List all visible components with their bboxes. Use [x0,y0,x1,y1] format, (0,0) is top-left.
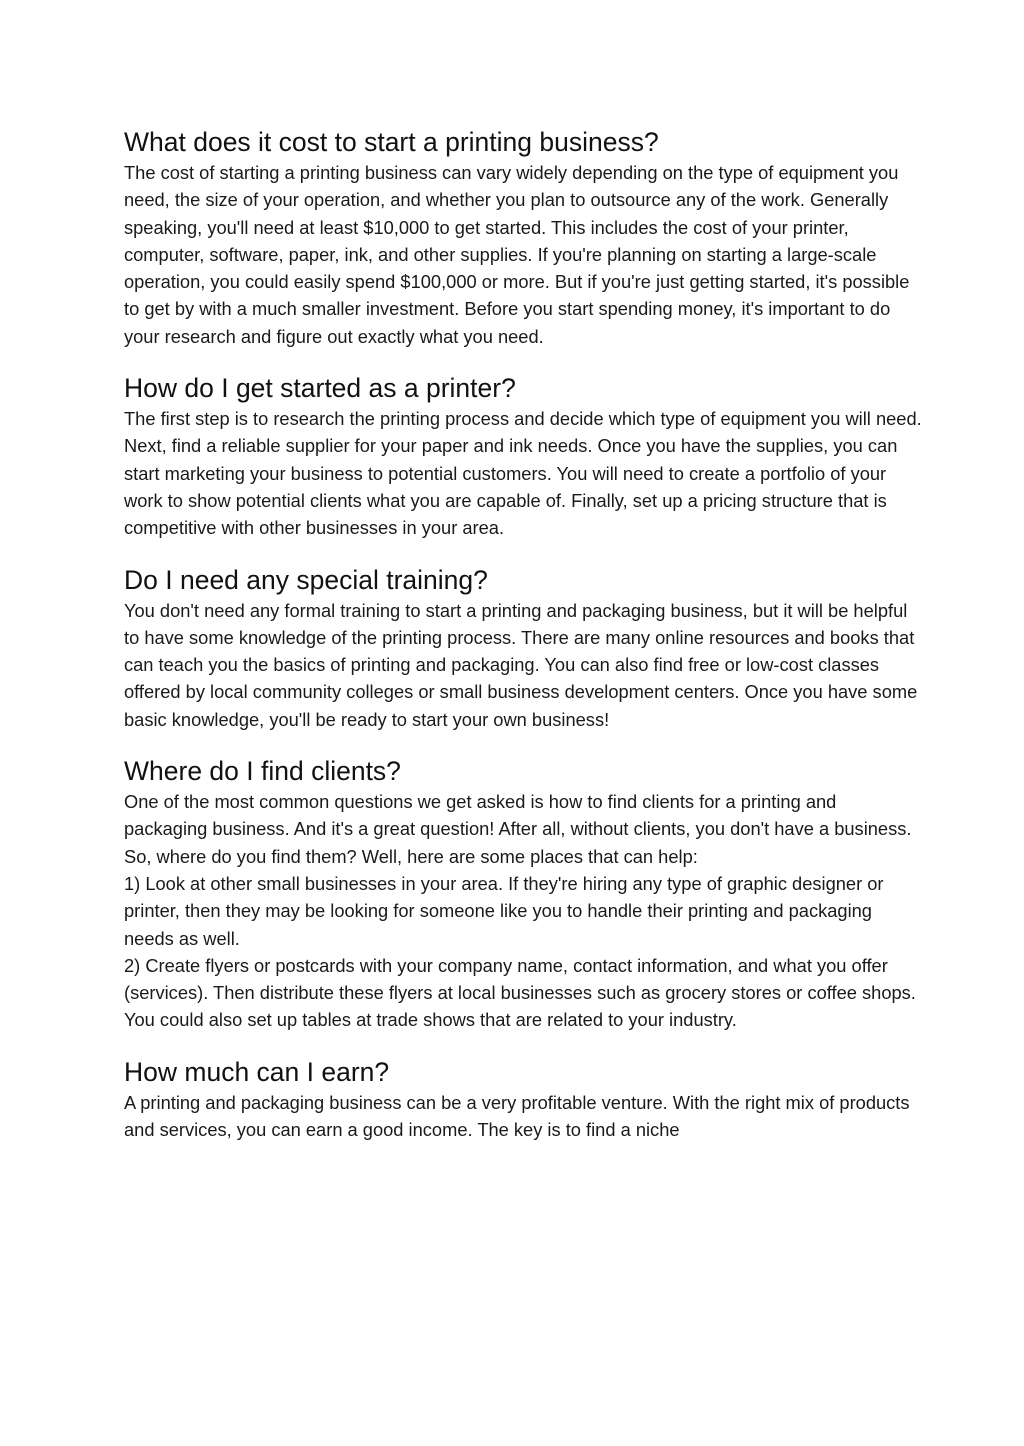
section-heading: How much can I earn? [124,1056,390,1087]
section-earnings [124,1056,924,1144]
section-heading: Do I need any special training? [124,564,488,595]
section-paragraph: A printing and packaging business can be a very profitable venture. With the right mix of products and services, you can earn a good income. The key is to find a niche [124,1091,910,1141]
section-training [124,564,924,733]
section-list-item: 2) Create flyers or postcards with your company name, contact information, and what you offer (services). Then distribute these flyers at local businesses such as grocery stores or coffee shops. You could also set up tables at trade shows that are related to your industry. [124,954,916,1031]
section-paragraph: The cost of starting a printing business can vary widely depending on the type of equipment you need, the size of your operation, and whether you plan to outsource any of the work. Generally speaking, you'll need at least $10,000 to get started. This includes the cost of your printer, computer, software, paper, ink, and other supplies. If you're planning on starting a large-scale operation, you could easily spend $100,000 or more. But if you're just getting started, it's possible to get by with a much smaller investment. Before you start spending money, it's important to do your research and figure out exactly what you need. [124,162,910,347]
section-paragraph: You don't need any formal training to start a printing and packaging business, but it will be helpful to have some knowledge of the printing process. There are many online resources and books that can teach you the basics of printing and packaging. You can also find free or low-cost classes offered by local community colleges or small business development centers. Once you have some basic knowledge, you'll be ready to start your own business! [124,599,918,730]
section-paragraph: The first step is to research the printing process and decide which type of equipment you will need. Next, find a reliable supplier for your paper and ink needs. Once you have the supplies, you can start marketing your business to potential customers. You will need to create a portfolio of your work to show potential clients what you are capable of. Finally, set up a pricing structure that is competitive with other businesses in your area. [124,408,922,539]
section-paragraph: One of the most common questions we get asked is how to find clients for a printing and packaging business. And it's a great question! After all, without clients, you don't have a business. So, where do you find them? Well, here are some places that can help: [124,791,912,867]
section-getting-started [124,372,924,541]
section-heading: How do I get started as a printer? [124,373,516,404]
section-heading: What does it cost to start a printing business? [124,127,659,157]
section-startup-cost [124,126,924,350]
section-finding-clients [124,755,924,1034]
section-heading: Where do I find clients? [124,756,401,787]
document-page [124,126,924,1165]
section-list-item: 1) Look at other small businesses in your area. If they're hiring any type of graphic designer or printer, then they may be looking for someone like you to handle their printing and packaging needs as well. [124,872,884,949]
